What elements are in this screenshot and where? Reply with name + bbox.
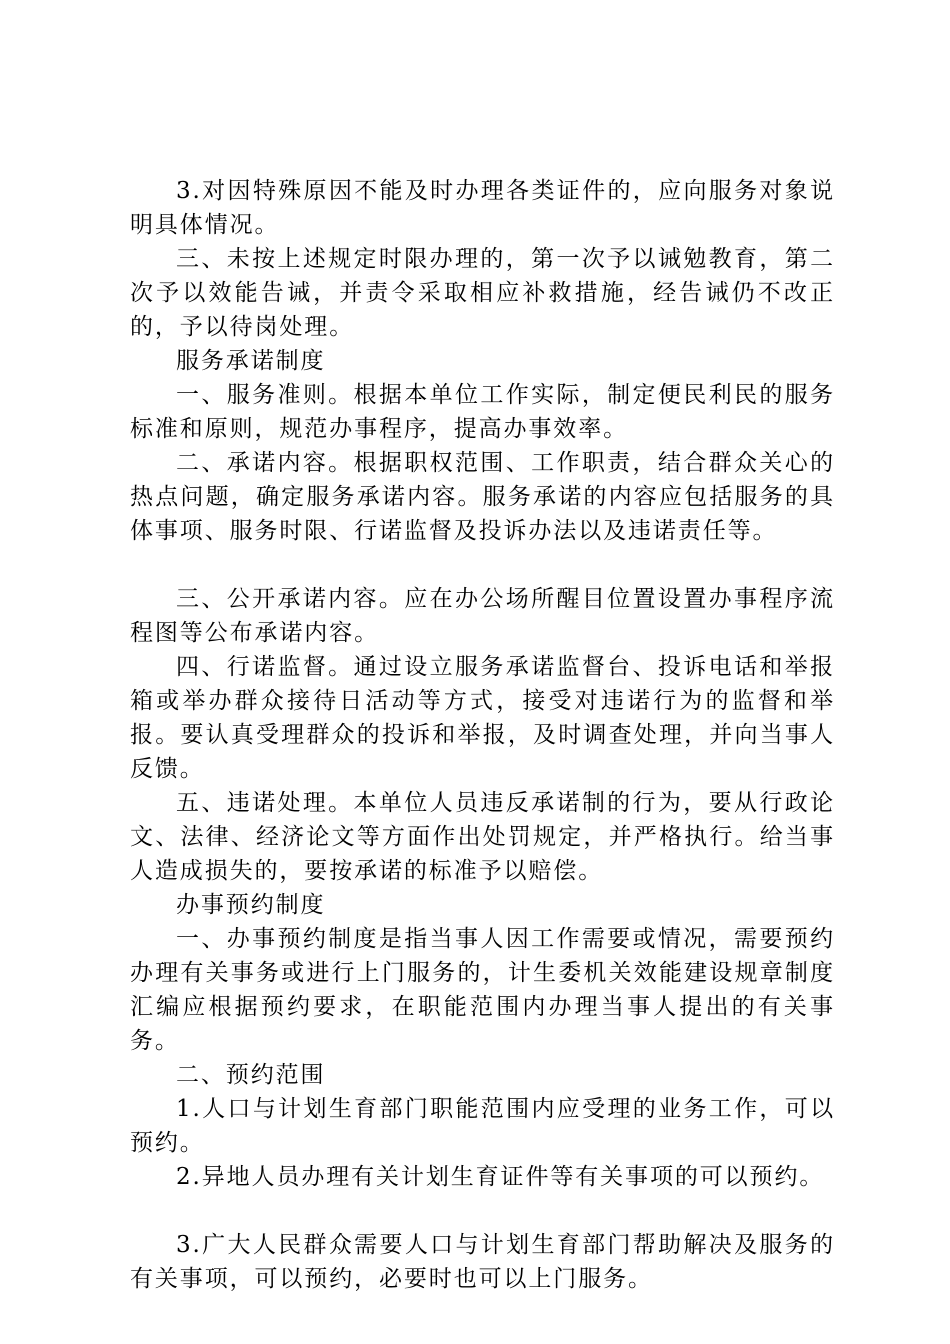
section-heading: 二、预约范围 (176, 1062, 326, 1088)
paragraph: 1.人口与计划生育部门职能范围内应受理的业务工作，可以预约。 (130, 1096, 835, 1156)
paragraph: 3.对因特殊原因不能及时办理各类证件的，应向服务对象说明具体情况。 (130, 178, 835, 238)
paragraph-spacer (130, 1194, 835, 1228)
paragraph: 一、服务准则。根据本单位工作实际，制定便民利民的服务标准和原则，规范办事程序，提高办事效率。 (130, 382, 835, 442)
paragraph: 五、违诺处理。本单位人员违反承诺制的行为，要从行政论文、法律、经济论文等方面作出处罚规定，并严格执行。给当事人造成损失的，要按承诺的标准予以赔偿。 (130, 790, 835, 884)
document-body (130, 174, 835, 1296)
paragraph: 二、承诺内容。根据职权范围、工作职责，结合群众关心的热点问题，确定服务承诺内容。服务承诺的内容应包括服务的具体事项、服务时限、行诺监督及投诉办法以及违诺责任等。 (130, 450, 835, 544)
paragraph: 一、办事预约制度是指当事人因工作需要或情况，需要预约办理有关事务或进行上门服务的，计生委机关效能建设规章制度汇编应根据预约要求，在职能范围内办理当事人提出的有关事务。 (130, 926, 835, 1054)
paragraph-spacer (130, 548, 835, 582)
section-heading: 服务承诺制度 (176, 348, 326, 374)
paragraph: 三、未按上述规定时限办理的，第一次予以诫勉教育，第二次予以效能告诫，并责令采取相应补救措施，经告诫仍不改正的，予以待岗处理。 (130, 246, 835, 340)
paragraph: 三、公开承诺内容。应在办公场所醒目位置设置办事程序流程图等公布承诺内容。 (130, 586, 835, 646)
paragraph: 3.广大人民群众需要人口与计划生育部门帮助解决及服务的有关事项，可以预约，必要时也可以上门服务。 (130, 1232, 835, 1292)
section-heading: 办事预约制度 (176, 892, 326, 918)
paragraph: 2.异地人员办理有关计划生育证件等有关事项的可以预约。 (176, 1164, 825, 1190)
paragraph: 四、行诺监督。通过设立服务承诺监督台、投诉电话和举报箱或举办群众接待日活动等方式，接受对违诺行为的监督和举报。要认真受理群众的投诉和举报，及时调查处理，并向当事人反馈。 (130, 654, 835, 782)
